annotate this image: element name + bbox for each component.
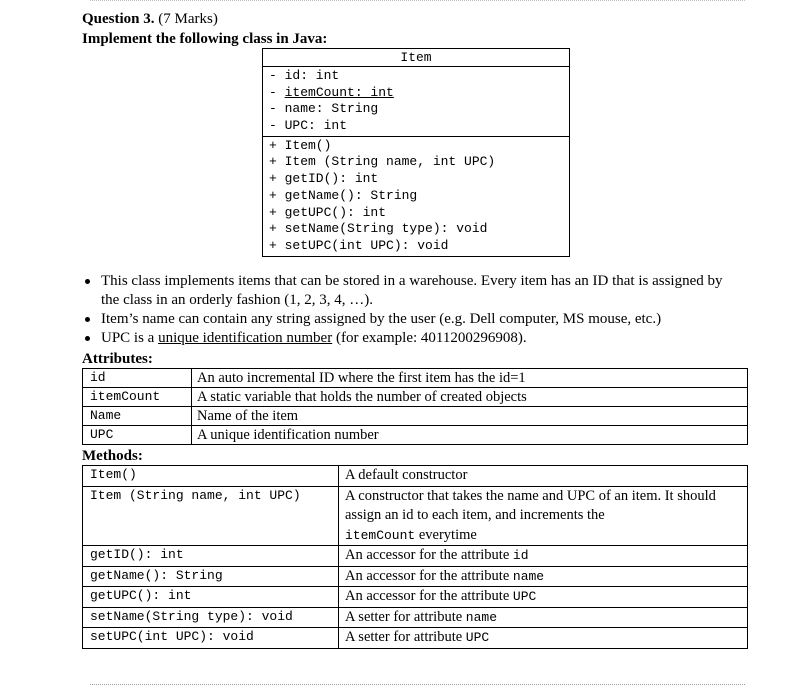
method-desc: An accessor for the attribute UPC [339,587,748,608]
underlined-term: unique identification number [158,330,333,346]
uml-attribute: - itemCount: int [269,84,394,100]
table-row [83,407,748,426]
table-row [83,607,748,628]
table-row [83,466,748,487]
code-term: UPC [512,589,537,604]
uml-method: + setUPC(int UPC): void [269,237,449,253]
uml-method: + getName(): String [269,187,418,203]
attribute-name: UPC [83,426,192,445]
method-desc: A setter for attribute UPC [339,628,748,649]
method-desc: A default constructor [339,466,748,487]
table-row [83,369,748,388]
attributes-table [82,368,748,445]
method-signature: Item (String name, int UPC) [83,486,339,546]
question-title: Question 3. (7 Marks) [82,11,218,27]
method-signature: getName(): String [83,566,339,587]
top-divider [90,0,745,1]
attribute-desc: A static variable that holds the number of created objects [192,388,748,407]
method-signature: getUPC(): int [83,587,339,608]
uml-method: + setName(String type): void [269,221,488,237]
attribute-desc: A unique identification number [192,426,748,445]
method-desc: A constructor that takes the name and UPC of an item. It should assign an id to each item, and increments the itemCount everytime [339,486,748,546]
table-row [83,587,748,608]
method-desc: A setter for attribute name [339,607,748,628]
uml-class-diagram [262,48,570,257]
method-signature: getID(): int [83,546,339,567]
code-term: itemCount [345,527,416,543]
attribute-name: itemCount [83,388,192,407]
uml-method: + Item() [269,137,332,153]
uml-methods [263,137,569,256]
uml-method: + getUPC(): int [269,204,387,220]
code-term: name [465,609,498,625]
method-signature: setName(String type): void [83,607,339,628]
question-marks: (7 Marks) [158,11,218,27]
table-row [83,486,748,546]
attribute-name: Name [83,407,192,426]
list-item: This class implements items that can be stored in a warehouse. Every item has an ID that is assigned by the class in an orderly fashion (1, 2, 3, 4, …). [82,272,732,310]
code-term: UPC [465,630,490,645]
static-attribute: itemCount: int [284,84,394,100]
uml-attributes [263,67,569,137]
code-term: id [512,548,529,563]
table-row [83,426,748,445]
table-row [83,546,748,567]
attribute-desc: An auto incremental ID where the first item has the id=1 [192,369,748,388]
uml-attribute: - id: int [269,68,340,83]
method-desc: An accessor for the attribute name [339,566,748,587]
table-row [83,628,748,649]
attribute-desc: Name of the item [192,407,748,426]
method-signature: Item() [83,466,339,487]
method-desc: An accessor for the attribute id [339,546,748,567]
requirements-list [82,272,732,348]
methods-table [82,465,748,649]
method-signature: setUPC(int UPC): void [83,628,339,649]
list-item: Item’s name can contain any string assigned by the user (e.g. Dell computer, MS mouse, etc.) [82,310,732,329]
list-item: UPC is a unique identification number (for example: 4011200296908). [82,329,732,348]
bottom-divider [90,684,745,685]
uml-method: + getID(): int [269,171,379,187]
attribute-name: id [83,369,192,388]
methods-heading: Methods: [82,448,143,464]
code-term: name [512,568,545,584]
uml-class-name: Item [263,49,569,67]
table-row [83,566,748,587]
uml-attribute: - name: String [269,101,379,117]
question-instruction: Implement the following class in Java: [82,31,328,47]
table-row [83,388,748,407]
uml-method: + Item (String name, int UPC) [269,154,496,170]
attributes-heading: Attributes: [82,351,153,367]
uml-attribute: - UPC: int [269,118,348,134]
